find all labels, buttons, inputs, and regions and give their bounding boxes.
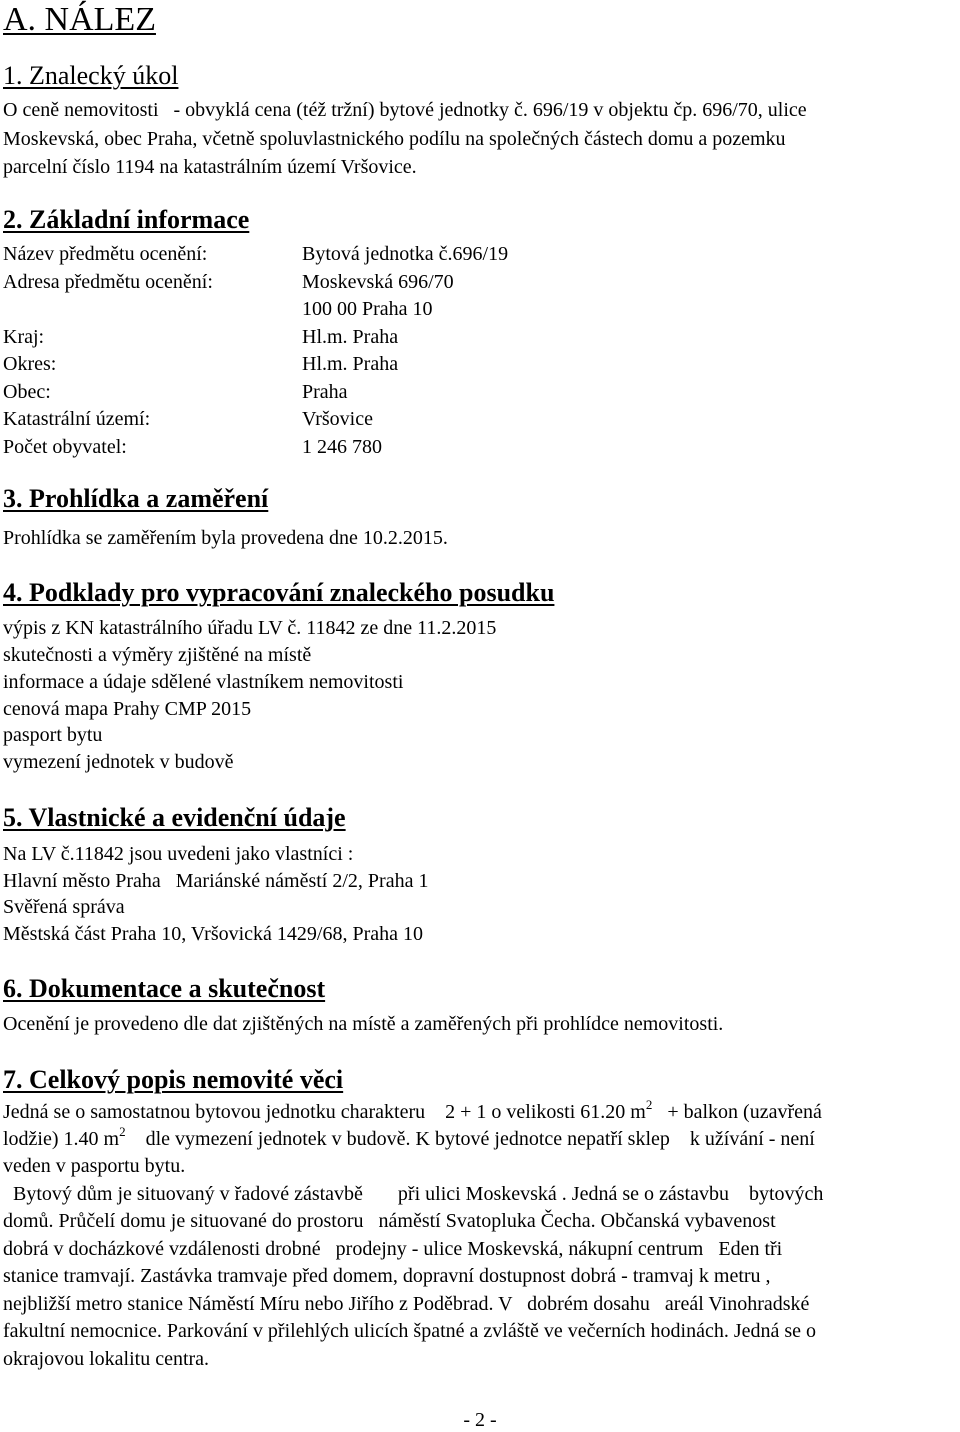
section-6-text: Ocenění je provedeno dle dat zjištěných na místě a zaměřených při prohlídce nemovitosti. [3,1013,724,1035]
section-1-title [3,60,178,92]
section-4-title [3,577,554,609]
section-5-title-text: Vlastnické a evidenční údaje [28,803,346,832]
description-line-2-text: lodžie) 1.40 m [3,1128,120,1150]
description-line-3: veden v pasportu bytu. [3,1155,186,1177]
section-3-title [3,483,268,515]
section-7-title [3,1064,343,1096]
section-3-number: 3. [3,484,23,513]
location-line-2: domů. Průčelí domu je situované do prostoru náměstí Svatopluka Čecha. Občanská vybavenost [3,1210,776,1232]
section-3-text: Prohlídka se zaměřením byla provedena dne 10.2.2015. [3,527,448,549]
source-item-3: informace a údaje sdělené vlastníkem nemovitosti [3,671,404,693]
page-number: - 2 - [463,1409,497,1431]
ownership-line-2: Hlavní město Praha Mariánské náměstí 2/2, Praha 1 [3,870,429,892]
info-label-region: Kraj: [3,326,45,348]
description-line-1 [3,1099,959,1126]
source-item-1: výpis z KN katastrálního úřadu LV č. 11842 ze dne 11.2.2015 [3,617,497,639]
info-value-address-city: 100 00 Praha 10 [302,298,433,320]
info-label-municipality: Obec: [3,381,51,403]
info-value-population: 1 246 780 [302,436,382,458]
ownership-line-4: Městská část Praha 10, Vršovická 1429/68, Praha 10 [3,923,424,945]
info-label-population: Počet obyvatel: [3,436,127,458]
section-1-title-text: 1. Znalecký úkol [3,61,179,90]
section-1-line-1: O ceně nemovitosti - obvyklá cena (též tržní) bytové jednotky č. 696/19 v objektu čp. 696/70, ulice [3,99,807,121]
section-2-number: 2. [3,205,23,234]
section-5-number: 5. [3,803,23,832]
source-item-6: vymezení jednotek v budově [3,751,234,773]
info-value-region: Hl.m. Praha [302,326,399,348]
section-6-title-text: Dokumentace a skutečnost [29,974,326,1003]
location-line-4: stanice tramvají. Zastávka tramvaje před domem, dopravní dostupnost dobrá - tramvaj k metru , [3,1265,771,1287]
location-line-3: dobrá v docházkové vzdálenosti drobné prodejny - ulice Moskevská, nákupní centrum Eden tři [3,1238,783,1260]
ownership-line-3: Svěřená správa [3,896,125,918]
description-line-2-end: dle vymezení jednotek v budově. K bytové jednotce nepatří sklep k užívání - není [125,1128,815,1150]
section-5-title [3,802,346,834]
section-4-number: 4. [3,578,23,607]
page-heading: A. NÁLEZ [3,1,156,38]
area-exponent: 2 [645,1097,653,1112]
info-value-address: Moskevská 696/70 [302,271,454,293]
source-item-2: skutečnosti a výměry zjištěné na místě [3,644,312,666]
info-value-district: Hl.m. Praha [302,353,399,375]
info-label-district: Okres: [3,353,57,375]
info-label-address: Adresa předmětu ocenění: [3,271,213,293]
section-4-title-text: Podklady pro vypracování znaleckého posudku [29,578,555,607]
description-line-1-text: Jedná se o samostatnou bytovou jednotku charakteru 2 + 1 o velikosti 61.20 m [3,1101,646,1123]
info-label-subject: Název předmětu ocenění: [3,243,208,265]
section-1-line-3: parcelní číslo 1194 na katastrálním území Vršovice. [3,156,417,178]
info-value-subject: Bytová jednotka č.696/19 [302,243,509,265]
description-line-1-end: + balkon (uzavřená [652,1101,822,1123]
section-2-title [3,204,249,236]
section-6-number: 6. [3,974,23,1003]
source-item-4: cenová mapa Prahy CMP 2015 [3,698,252,720]
info-value-cadastral: Vršovice [302,408,373,430]
location-line-1: Bytový dům je situovaný v řadové zástavbě při ulici Moskevská . Jedná se o zástavbu bytových [3,1183,824,1205]
location-line-6: fakultní nemocnice. Parkování v přilehlých ulicích špatné a zvláště ve večerních hodinách. Jedná se o [3,1320,817,1342]
section-1-line-2: Moskevská, obec Praha, včetně spoluvlastnického podílu na společných částech domu a pozemku [3,128,786,150]
balcony-area-exponent: 2 [119,1124,126,1139]
section-6-title [3,973,325,1005]
ownership-line-1: Na LV č.11842 jsou uvedeni jako vlastníci : [3,843,354,865]
section-2-title-text: Základní informace [29,205,250,234]
section-7-title-text: Celkový popis nemovité věci [29,1065,344,1094]
section-7-number: 7. [3,1065,23,1094]
location-line-7: okrajovou lokalitu centra. [3,1348,210,1370]
location-line-5: nejbližší metro stanice Náměstí Míru nebo Jiřího z Poděbrad. V dobrém dosahu areál Vinohradské [3,1293,810,1315]
source-item-5: pasport bytu [3,724,103,746]
description-line-2 [3,1126,959,1153]
section-3-title-text: Prohlídka a zaměření [29,484,269,513]
info-value-municipality: Praha [302,381,348,403]
info-label-cadastral: Katastrální území: [3,408,151,430]
